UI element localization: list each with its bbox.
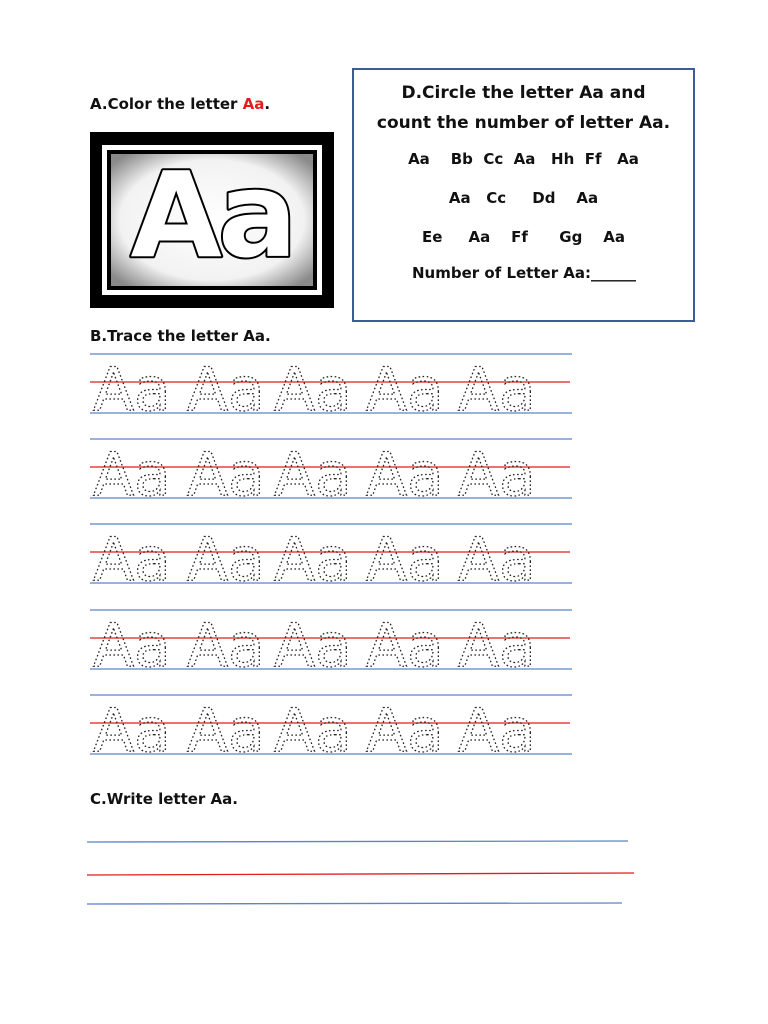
letter-row-1: Aa Bb Cc Aa Hh Ff Aa (408, 150, 639, 168)
writing-mid-line (87, 873, 634, 875)
dotted-letter-aa: Aa (366, 525, 444, 595)
dotted-letter-aa: Aa (458, 440, 536, 510)
letter-row-3: Ee Aa Ff Gg Aa (422, 228, 625, 246)
dotted-letter-aa: Aa (187, 355, 265, 425)
dotted-letter-aa: Aa (366, 611, 444, 681)
letter-coloring-frame (90, 132, 334, 308)
dotted-letter-aa: Aa (274, 525, 352, 595)
writing-top-line (87, 841, 628, 842)
dotted-letter-aa: Aa (93, 440, 171, 510)
dotted-letter-aa: Aa (187, 440, 265, 510)
letter-row-2: Aa Cc Dd Aa (448, 189, 599, 207)
circle-and-count-box (352, 68, 695, 322)
dotted-letter-aa: Aa (458, 611, 536, 681)
dotted-letter-aa: Aa (366, 440, 444, 510)
writing-base-line (87, 903, 622, 904)
dotted-letter-aa: Aa (274, 696, 352, 766)
section-a-heading-suffix: . (264, 95, 271, 113)
dotted-letter-aa: Aa (366, 696, 444, 766)
outlined-letter-aa: Aa (130, 146, 294, 284)
writing-area[interactable] (0, 830, 768, 920)
dotted-letter-aa: Aa (187, 696, 265, 766)
section-a-heading-prefix: A.Color the letter (90, 95, 243, 113)
dotted-letter-aa: Aa (366, 355, 444, 425)
dotted-letter-aa: Aa (274, 440, 352, 510)
section-b-heading: B.Trace the letter Aa. (90, 327, 271, 345)
tracing-area (0, 340, 768, 770)
section-a-heading (90, 95, 270, 113)
dotted-letter-aa: Aa (458, 355, 536, 425)
dotted-letter-aa: Aa (93, 696, 171, 766)
section-a-heading-highlight: Aa (242, 95, 265, 113)
dotted-letter-aa: Aa (187, 525, 265, 595)
dotted-letter-aa: Aa (187, 611, 265, 681)
dotted-letter-aa: Aa (458, 696, 536, 766)
dotted-letter-aa: Aa (274, 355, 352, 425)
dotted-letter-aa: Aa (93, 611, 171, 681)
count-answer-field[interactable]: Number of Letter Aa:______ (412, 264, 637, 282)
dotted-letter-aa: Aa (274, 611, 352, 681)
dotted-letter-aa: Aa (458, 525, 536, 595)
section-c-heading: C.Write letter Aa. (90, 790, 238, 808)
dotted-letter-aa: Aa (93, 525, 171, 595)
dotted-letter-aa: Aa (93, 355, 171, 425)
section-d-title: D.Circle the letter Aa and count the number of letter Aa. (376, 83, 671, 133)
